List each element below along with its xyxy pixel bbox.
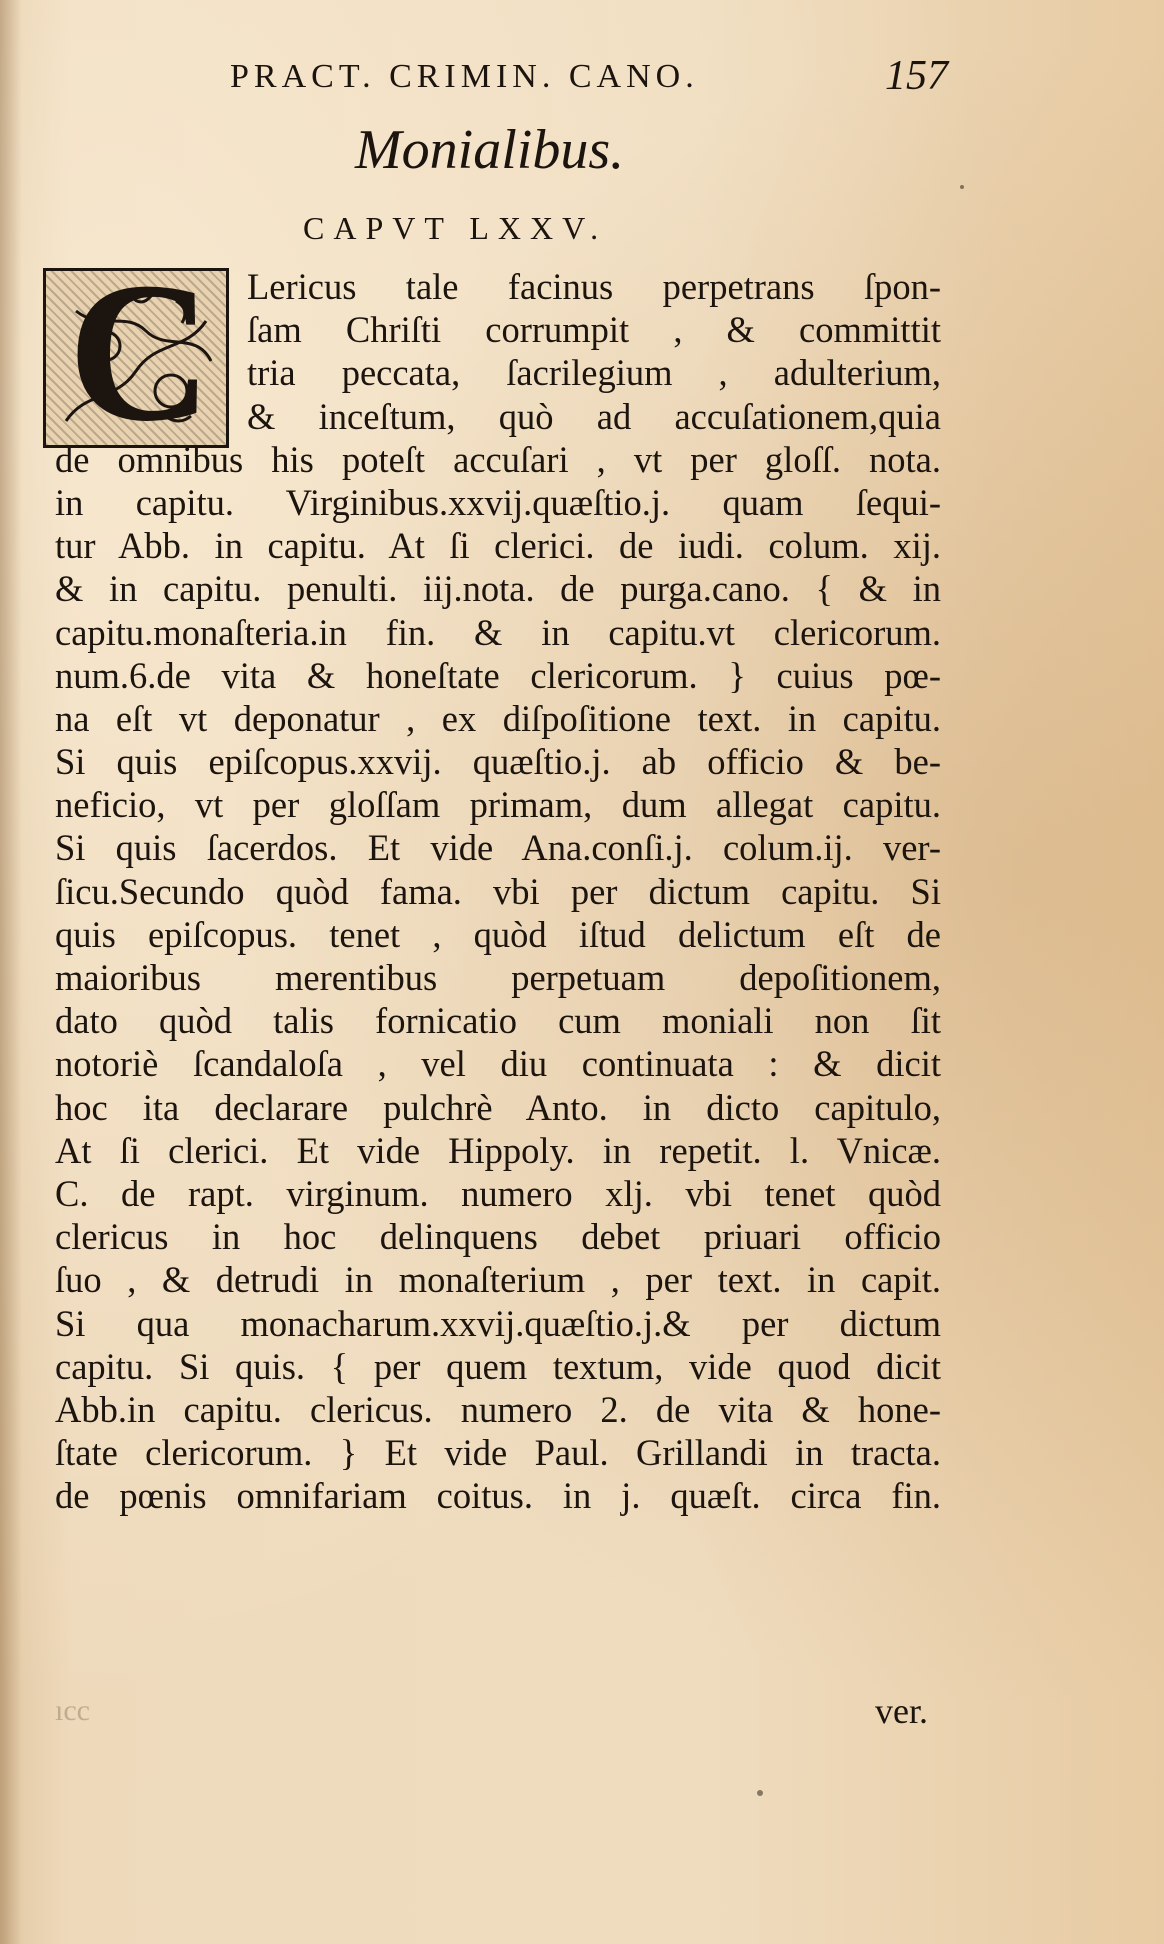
text-line: ſicu.Secundo quòd fama. vbi per dictum capitu. Si: [55, 870, 941, 912]
page-number: 157: [885, 53, 948, 99]
text-line: notoriè ſcandaloſa , vel diu continuata : & dicit: [55, 1043, 941, 1085]
bleed-through-text: ıcc: [55, 1694, 90, 1727]
text-line: capitu. Si quis. { per quem textum, vide quod dicit: [55, 1345, 941, 1387]
text-line: At ſi clerici. Et vide Hippoly. in repetit. l. Vnicæ.: [55, 1129, 941, 1171]
text-line: C. de rapt. virginum. numero xlj. vbi tenet quòd: [55, 1172, 941, 1214]
text-line: Si quis ſacerdos. Et vide Ana.conſi.j. colum.ij. ver-: [55, 827, 941, 869]
text-line: ſam Chriſti corrumpit , & committit: [247, 309, 941, 351]
text-line: num.6.de vita & honeſtate clericorum. } cuius pœ-: [55, 654, 941, 696]
text-line: Lericus tale facinus perpetrans ſpon-: [247, 266, 941, 307]
text-line: quis epiſcopus. tenet , quòd iſtud delictum eſt de: [55, 913, 941, 955]
text-line: tria peccata, ſacrilegium , adulterium,: [247, 352, 941, 394]
body-text: [55, 265, 941, 1517]
running-head: PRACT. CRIMIN. CANO.: [230, 58, 699, 95]
text-line: na eſt vt deponatur , ex diſpoſitione text. in capitu.: [55, 697, 941, 739]
text-line: capitu.monaſteria.in fin. & in capitu.vt clericorum.: [55, 611, 941, 653]
text-line: dato quòd talis fornicatio cum moniali non ſit: [55, 1000, 941, 1042]
text-line: & in capitu. penulti. iij.nota. de purga.cano. { & in: [55, 568, 941, 610]
text-line: & inceſtum, quò ad accuſationem,quia: [247, 395, 941, 437]
text-line: de pœnis omnifariam coitus. in j. quæſt. circa fin.: [55, 1475, 941, 1517]
text-line: in capitu. Virginibus.xxvij.quæſtio.j. quam ſequi-: [55, 481, 941, 523]
text-line: tur Abb. in capitu. At ſi clerici. de iudi. colum. xij.: [55, 525, 941, 567]
text-line: Si qua monacharum.xxvij.quæſtio.j.& per dictum: [55, 1302, 941, 1344]
text-line: maioribus merentibus perpetuam depoſitionem,: [55, 957, 941, 998]
chapter-heading: CAPVT LXXV.: [303, 210, 608, 246]
initial-letter: C: [67, 268, 213, 448]
text-line: clericus in hoc delinquens debet priuari officio: [55, 1216, 941, 1258]
section-title: Monialibus.: [355, 119, 625, 181]
ink-speck: [960, 185, 964, 189]
text-line: ſtate clericorum. } Et vide Paul. Grillandi in tracta.: [55, 1432, 941, 1474]
page-gutter-shadow: [0, 0, 22, 1944]
text-line: Si quis epiſcopus.xxvij. quæſtio.j. ab officio & be-: [55, 741, 941, 783]
text-line: ſuo , & detrudi in monaſterium , per text. in capit.: [55, 1259, 941, 1301]
text-line: de omnibus his poteſt accuſari , vt per gloſſ. nota.: [55, 438, 941, 480]
text-line: neficio, vt per gloſſam primam, dum allegat capitu.: [55, 784, 941, 826]
catchword: ver.: [875, 1691, 928, 1731]
text-line: Abb.in capitu. clericus. numero 2. de vita & hone-: [55, 1388, 941, 1430]
text-line: hoc ita declarare pulchrè Anto. in dicto capitulo,: [55, 1086, 941, 1128]
ink-speck: [757, 1790, 763, 1796]
